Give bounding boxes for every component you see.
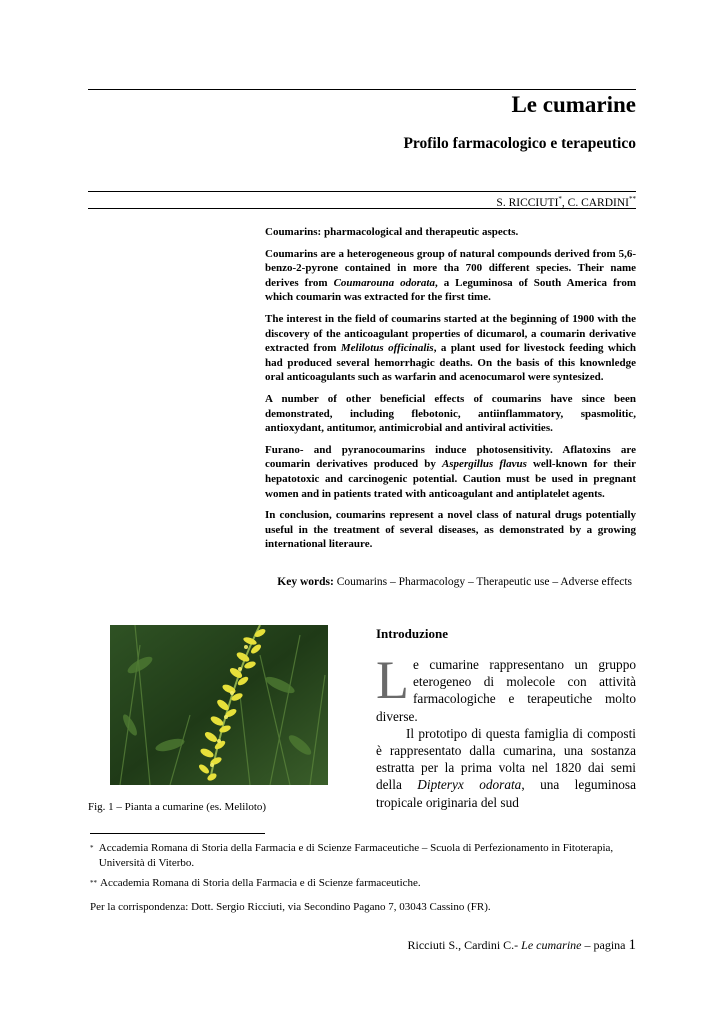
page-subtitle: Profilo farmacologico e terapeutico: [403, 135, 636, 152]
drop-cap: L: [376, 650, 409, 710]
footnote-2-mark: **: [90, 879, 97, 887]
footnote-1-text: Accademia Romana di Storia della Farmacia e di Scienze Farmaceutiche – Scuola di Perfezionamento in Fitoterapia, Università di Viterbo.: [98, 842, 614, 869]
author-separator: ,: [561, 196, 568, 209]
plant-illustration: [110, 625, 328, 785]
correspondence: Per la corrispondenza: Dott. Sergio Ricciuti, via Secondino Pagano 7, 03043 Cassino (FR).: [90, 901, 491, 913]
intro-text: [376, 650, 636, 811]
section-heading-introduzione: Introduzione: [376, 626, 448, 641]
footnote-rule: [90, 833, 265, 834]
abstract-paragraph-2: The interest in the field of coumarins started at the beginning of 1900 with the discovery of the anticoagulant properties of dicumarol, a coumarin derivative extracted from Melilotus officinalis, a plant used for livestock feeding which had produced several hemorrhagic deaths. On the basis of this knownledge oral anticoagulants such as warfarin and acenocumarol were syntesized.: [265, 312, 636, 384]
melilot-plant-photo: [110, 625, 328, 785]
authors-bottom-rule: [88, 208, 636, 209]
keywords-text: Coumarins – Pharmacology – Therapeutic use – Adverse effects: [333, 576, 632, 588]
author-2-mark: **: [629, 195, 636, 203]
author-1-mark: *: [558, 195, 562, 203]
footer-page-label: – pagina: [581, 938, 629, 952]
abstract-heading: Coumarins: pharmacological and therapeutic aspects.: [265, 226, 519, 238]
footnote-2-text: Accademia Romana di Storia della Farmacia e di Scienze farmaceutiche.: [100, 877, 421, 889]
page-title: Le cumarine: [511, 92, 636, 117]
page-footer: [300, 937, 636, 954]
keywords: [200, 576, 632, 588]
figure-caption: Fig. 1 – Pianta a cumarine (es. Meliloto): [88, 801, 267, 813]
footnote-1: [90, 841, 636, 871]
abstract-paragraph-4: Furano- and pyranocoumarins induce photosensitivity. Aflatoxins are coumarin derivatives produced by Aspergillus flavus well-known for their hepatotoxic and carcinogenic potential. Caution must be used in pregnant women and in patients trated with anticoagulant and antiplatelet agents.: [265, 443, 636, 500]
abstract-paragraph-1: Coumarins are a heterogeneous group of natural compounds derived from 5,6-benzo-2-pyrone contained in more tha 700 different species. Their name derives from Coumarouna odorata, a Leguminosa of South America from which coumarin was extracted for the first time.: [265, 247, 636, 304]
footer-title: Le cumarine: [521, 938, 582, 952]
intro-paragraph-1: Le cumarine rappresentano un gruppo eterogeneo di molecole con attività farmacologiche e terapeutiche molto diverse.: [376, 650, 636, 724]
footnote-2: [90, 876, 636, 891]
keywords-label: Key words:: [277, 576, 334, 588]
abstract-paragraph-3: A number of other beneficial effects of coumarins have since been demonstrated, including flebotonic, antiinflammatory, spasmolitic, antioxydant, antitumor, antimicrobial and antiviral activities.: [265, 392, 636, 435]
footer-authors: Ricciuti S., Cardini C.-: [407, 938, 522, 952]
author-2: C. CARDINI: [567, 196, 629, 209]
author-1: S. RICCIUTI: [496, 196, 559, 209]
footnote-1-mark: *: [90, 844, 94, 852]
abstract-paragraph-5: In conclusion, coumarins represent a novel class of natural drugs potentially useful in the treatment of several diseases, as demonstrated by a growing international literaure.: [265, 509, 636, 551]
abstract: [265, 225, 636, 559]
page-number: 1: [628, 937, 636, 953]
intro-paragraph-2: Il prototipo di questa famiglia di composti è rappresentato dalla cumarina, una sostanza estratta per la prima volta nel 1820 dai semi della Dipteryx odorata, una leguminosa tropicale originaria del sud: [376, 725, 636, 810]
header-top-rule: [88, 89, 636, 90]
